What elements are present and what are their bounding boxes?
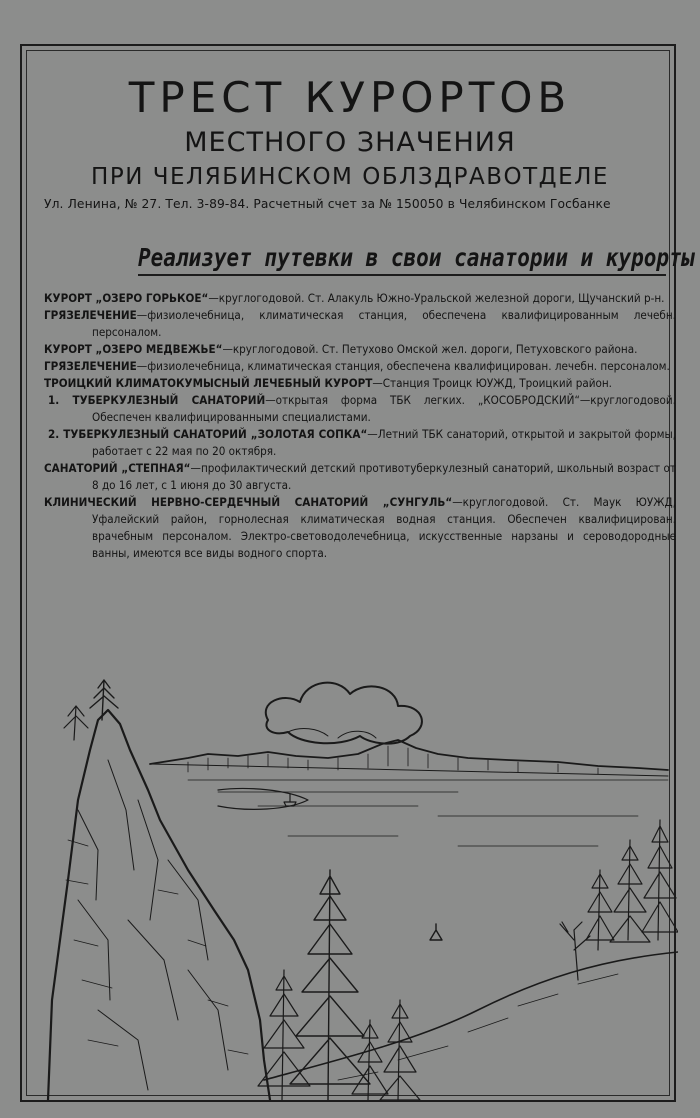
entry-lead: ГРЯЗЕЛЕЧЕНИЕ — [44, 359, 137, 373]
entry-text: —Станция Троицк ЮУЖД, Троицкий район. — [372, 376, 612, 390]
address-line: Ул. Ленина, № 27. Тел. 3-89-84. Расчетный счет за № 150050 в Челябинском Госбанке — [44, 197, 611, 211]
entry-text: —физиолечебница, климатическая станция, обеспечена квалифицирован. лечебн. персоналом. — [136, 359, 670, 373]
entry-lead: КУРОРТ „ОЗЕРО МЕДВЕЖЬЕ“ — [44, 342, 223, 356]
resort-list — [44, 290, 676, 562]
entry-tb-sanatorium-1 — [44, 392, 676, 426]
entry-text: —Летний ТБК санаторий, открытой и закрытой формы, работает с 22 мая по 20 октября. — [92, 427, 676, 458]
spruce-tree — [290, 870, 370, 1100]
hiker-figure — [430, 924, 442, 940]
entry-lead: 2. ТУБЕРКУЛЕЗНЫЙ САНАТОРИЙ „ЗОЛОТАЯ СОПКА“ — [48, 427, 368, 441]
lake-landscape-illustration — [38, 640, 678, 1100]
entry-gryazelechenie-1 — [44, 307, 676, 341]
subtitle-organization: ПРИ ЧЕЛЯБИНСКОМ ОБЛЗДРАВОТДЕЛЕ — [91, 164, 609, 190]
subtitle: МЕСТНОГО ЗНАЧЕНИЯ — [184, 127, 516, 158]
entry-lead: 1. ТУБЕРКУЛЕЗНЫЙ САНАТОРИЙ — [48, 393, 266, 407]
entry-ozero-gorkoe — [44, 290, 676, 307]
foreground-ground — [264, 952, 678, 1080]
entry-text: —круглогодовой. Ст. Алакуль Южно-Уральской железной дороги, Щучанский р-н. — [208, 291, 665, 305]
entry-ozero-medvezhe — [44, 341, 676, 358]
right-forest — [610, 840, 650, 942]
entry-text: —открытая форма ТБК легких. „КОСОБРОДСКИЙ“—круглогодовой. Обеспечен квалифицированными специалистами. — [92, 393, 676, 424]
entry-text: —круглогодовой. Ст. Маук ЮУЖД, Уфалейский район, горнолесная климатическая водная станция. Обеспечен квалифицирован. врачебным персоналом. Электро-световодолечебница, искусственные нарзаны и сероводородные ванны, имеются все виды водного спорта. — [92, 495, 676, 560]
slogan: Реализует путевки в свои санатории и курорты — [138, 243, 695, 272]
entry-lead: ТРОИЦКИЙ КЛИМАТОКУМЫСНЫЙ ЛЕЧЕБНЫЙ КУРОРТ — [44, 376, 373, 390]
page-title: ТРЕСТ КУРОРТОВ — [128, 73, 572, 122]
entry-lead: КЛИНИЧЕСКИЙ НЕРВНО-СЕРДЕЧНЫЙ САНАТОРИЙ „СУНГУЛЬ“ — [44, 495, 453, 509]
slogan-underline — [138, 274, 666, 276]
entry-text: —физиолечебница, климатическая станция, обеспечена квалифицированным лечебн. персоналом. — [92, 308, 676, 339]
entry-text: —круглогодовой. Ст. Петухово Омской жел. дороги, Петуховского района. — [222, 342, 638, 356]
boat — [284, 794, 296, 806]
entry-text: —профилактический детский противотуберкулезный санаторий, школьный возраст от 8 до 16 лет, с 1 июня до 30 августа. — [92, 461, 676, 492]
entry-sungul — [44, 494, 676, 562]
entry-troitsk — [44, 375, 676, 392]
entry-lead: КУРОРТ „ОЗЕРО ГОРЬКОЕ“ — [44, 291, 209, 305]
entry-gryazelechenie-2 — [44, 358, 676, 375]
entry-stepnaya — [44, 460, 676, 494]
entry-lead: ГРЯЗЕЛЕЧЕНИЕ — [44, 308, 137, 322]
lake-waterline — [188, 780, 668, 846]
entry-tb-sanatorium-2 — [44, 426, 676, 460]
entry-lead: САНАТОРИЙ „СТЕПНАЯ“ — [44, 461, 191, 475]
